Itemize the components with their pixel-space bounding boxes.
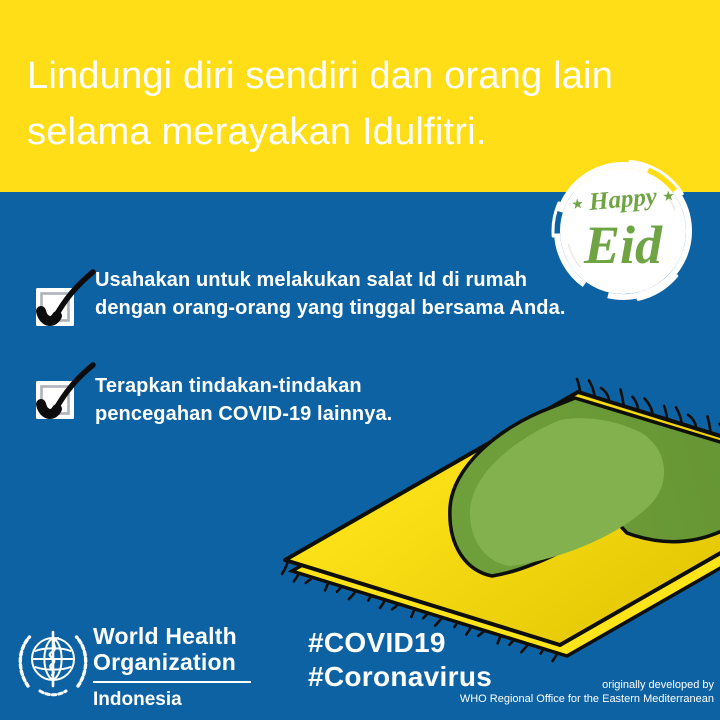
hashtag-covid19: #COVID19 — [308, 627, 446, 658]
attribution-line2: WHO Regional Office for the Eastern Mediterranean — [459, 693, 714, 705]
checklist-item-text: Usahakan untuk melakukan salat Id di rumah dengan orang-orang yang tinggal bersama Anda. — [95, 269, 566, 319]
badge-eid-text: Eid — [583, 215, 663, 275]
attribution — [460, 678, 714, 706]
star-icon: ★ — [662, 188, 675, 204]
who-country: Indonesia — [93, 689, 182, 710]
who-emblem-icon — [15, 624, 91, 702]
checklist-item-text: Terapkan tindakan-tindakan pencegahan COVID-19 lainnya. — [95, 375, 393, 425]
star-icon: ★ — [571, 196, 584, 212]
attribution-line1: originally developed by — [602, 679, 714, 691]
who-wordmark — [93, 623, 251, 711]
happy-eid-badge — [551, 160, 695, 304]
page-title-line1: Lindungi diri sendiri dan orang lain — [27, 55, 614, 97]
badge-happy-text: ★ Happy ★ — [571, 183, 675, 216]
who-name-line2: Organization — [93, 649, 236, 675]
who-divider — [93, 681, 251, 683]
who-name-line1: World Health — [93, 623, 237, 649]
hashtag-coronavirus: #Coronavirus — [308, 661, 493, 692]
page-title-line2: selama merayakan Idulfitri. — [27, 111, 487, 153]
